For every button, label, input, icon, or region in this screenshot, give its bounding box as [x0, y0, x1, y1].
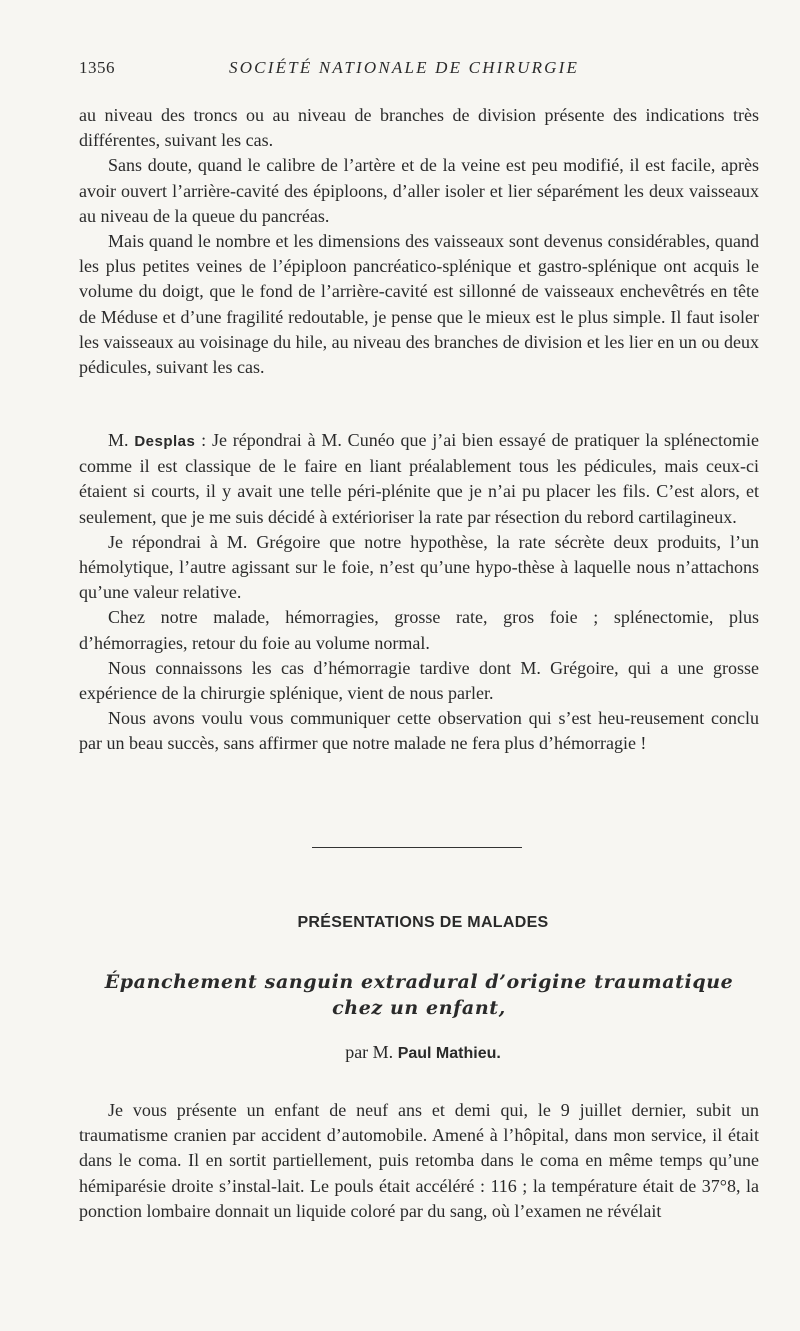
byline-prefix: par M. [345, 1042, 398, 1062]
paragraph: au niveau des troncs ou au niveau de branches de division présente des indications très différentes, suivant les cas. [79, 105, 759, 151]
article-title [79, 969, 759, 1021]
reply-section [79, 428, 759, 757]
paragraph: Chez notre malade, hémorragies, grosse rate, gros foie ; splénectomie, plus d’hémorragies, retour du foie au volume normal. [79, 607, 759, 653]
paragraph: Nous avons voulu vous communiquer cette observation qui s’est heu-reusement conclu par un beau succès, sans affirmer que notre malade ne fera plus d’hémorragie ! [79, 708, 759, 754]
speaker-name: Desplas [134, 433, 196, 450]
section-divider [312, 847, 522, 848]
paragraph: Sans doute, quand le calibre de l’artère et de la veine est peu modifié, il est facile, après avoir ouvert l’arrière-cavité des épiploons, d’aller isoler et lier séparément les deux vaisseaux au niveau de la queue du pancréas. [79, 155, 759, 226]
byline [0, 1042, 800, 1063]
author-name: Paul Mathieu. [397, 1045, 501, 1062]
reply-text: : Je répondrai à M. Cunéo que j’ai bien essayé de pratiquer la splénectomie comme il est classique de le faire en liant préalablement tous les pédicules, mais ceux-ci étaient si courts, il y avait une telle péri-plénite que je n’ai pu placer les fils. C’est alors, et seulement, que je me suis décidé à extérioriser la rate par résection du rebord cartilagineux. [79, 430, 760, 527]
article-title-line: chez un enfant, [332, 997, 506, 1019]
running-head [79, 58, 759, 84]
journal-title: SOCIÉTÉ NATIONALE DE CHIRURGIE [229, 58, 580, 77]
speaker-prefix: M. [108, 430, 135, 450]
article-title-line: Épanchement sanguin extradural d’origine traumatique [104, 971, 734, 993]
article-body [79, 1098, 759, 1224]
paragraph: Je vous présente un enfant de neuf ans et demi qui, le 9 juillet dernier, subit un traumatisme cranien par accident d’automobile. Amené à l’hôpital, dans mon service, il était dans le coma. Il en sortit partiellement, puis retomba dans le coma en même temps qu’une hémiparésie droite s’instal-lait. Le pouls était accéléré : 116 ; la température était de 37°8, la ponction lombaire donnait un liquide coloré par du sang, où l’examen ne révélait [79, 1100, 759, 1221]
section-heading: PRÉSENTATIONS DE MALADES [297, 914, 549, 931]
discussion-continuation [79, 103, 759, 380]
reply-paragraph [79, 428, 759, 530]
paragraph: Nous connaissons les cas d’hémorragie tardive dont M. Grégoire, qui a une grosse expérience de la chirurgie splénique, vient de nous parler. [79, 657, 759, 704]
page-number: 1356 [79, 58, 115, 77]
paragraph: Je répondrai à M. Grégoire que notre hypothèse, la rate sécrète deux produits, l’un hémolytique, l’autre agissant sur le foie, n’est qu’une hypo-thèse à laquelle nous n’attachons qu’une valeur relative. [79, 531, 759, 603]
paragraph: Mais quand le nombre et les dimensions des vaisseaux sont devenus considérables, quand les plus petites veines de l’épiploon pancréatico-splénique et gastro-splénique ont acquis le volume du doigt, que le fond de l’arrière-cavité est sillonné de vaisseaux enchevêtrés en tête de Méduse et d’une fragilité redoutable, je pense que le mieux est le plus simple. Il faut isoler les vaisseaux au voisinage du hile, au niveau des branches de division et les lier en un ou deux pédicules, suivant les cas. [79, 231, 759, 378]
